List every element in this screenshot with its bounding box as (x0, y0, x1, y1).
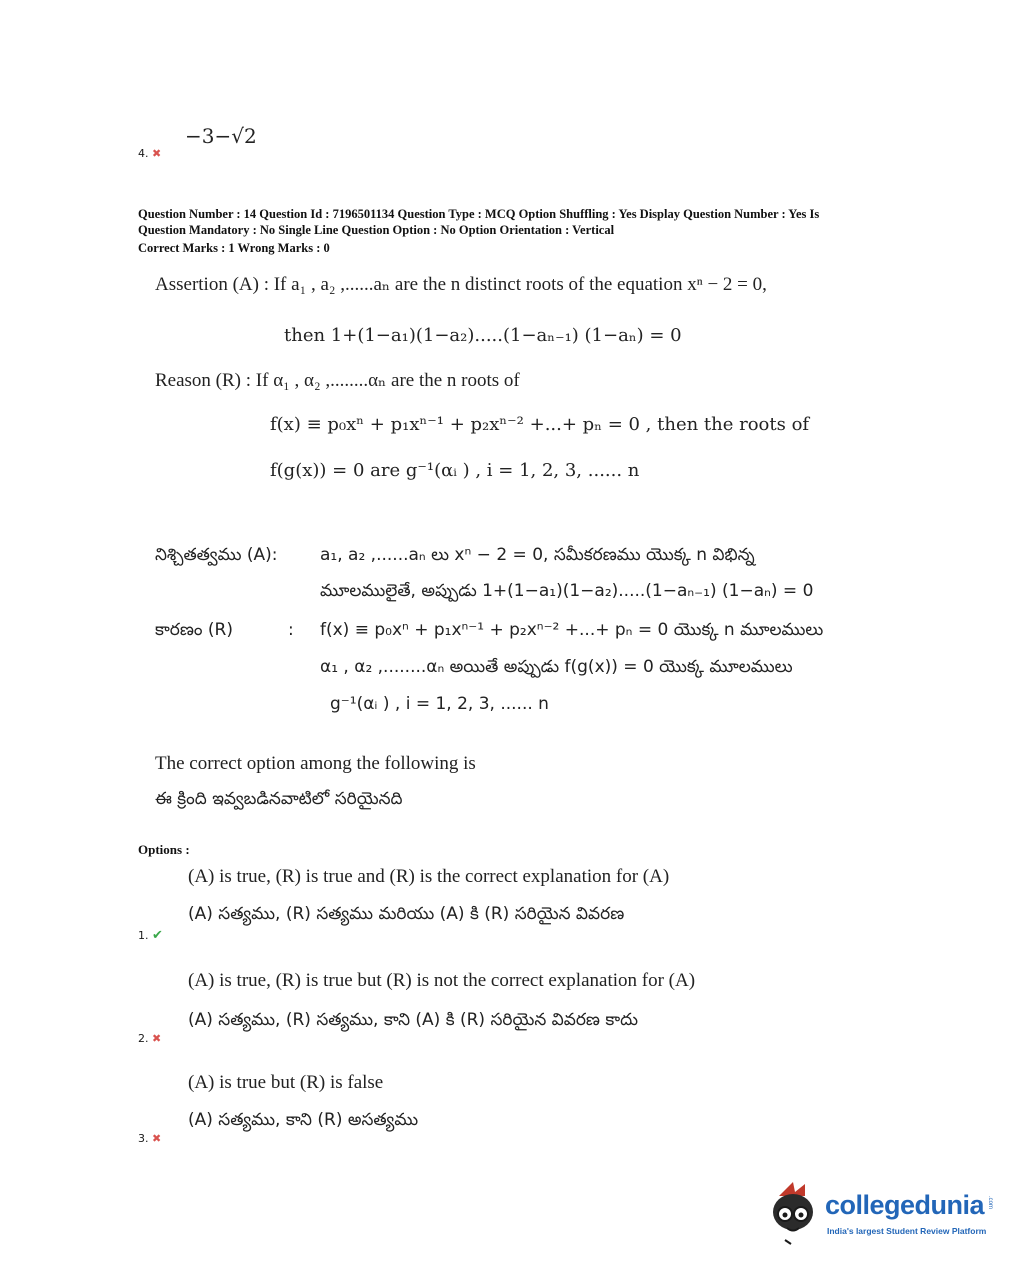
wrong-mark-icon: ✖ (152, 1032, 162, 1045)
option-1-en: (A) is true, (R) is true and (R) is the correct explanation for (A) (188, 866, 670, 887)
assertion-te-line-1: a₁, a₂ ,......aₙ లు xⁿ − 2 = 0, సమీకరణము యొక్క n విభిన్న (320, 545, 755, 565)
options-label: Options : (138, 842, 190, 857)
reason-te-colon: : (288, 620, 294, 640)
prompt-te: ఈ క్రింది ఇవ్వబడినవాటిలో సరియైనది (155, 789, 403, 809)
option-1[interactable] (138, 866, 838, 946)
option-1-te: (A) సత్యము, (R) సత్యము మరియు (A) కి (R) సరియైన వివరణ (188, 904, 625, 924)
reason-en-line-2: f(x) ≡ p₀xⁿ + p₁xⁿ⁻¹ + p₂xⁿ⁻² +...+ pₙ = 0 , then the roots of (270, 414, 810, 435)
prev-option-number: 4. (138, 147, 149, 160)
option-2-te: (A) సత్యము, (R) సత్యము, కాని (A) కి (R) సరియైన వివరణ కాదు (188, 1010, 638, 1030)
option-3-number: 3. (138, 1132, 149, 1145)
option-1-number: 1. (138, 929, 149, 942)
logo-tagline: India's largest Student Review Platform (827, 1226, 987, 1236)
assertion-en-line-1: Assertion (A) : If a₁ , a₂ ,......aₙ are the n distinct roots of the equation xⁿ − 2 = 0, (155, 274, 767, 295)
option-1-marker (138, 928, 163, 943)
prev-option-marker (138, 147, 161, 160)
wrong-mark-icon: ✖ (152, 1132, 162, 1145)
prev-option-value: −3−√2 (185, 124, 257, 148)
question-meta (138, 206, 918, 256)
option-2-en: (A) is true, (R) is true but (R) is not the correct explanation for (A) (188, 970, 696, 991)
option-3[interactable] (138, 1072, 838, 1152)
wrong-mark-icon: ✖ (152, 147, 162, 160)
assertion-en-line-2: then 1+(1−a₁)(1−a₂).....(1−aₙ₋₁) (1−aₙ) = 0 (284, 325, 682, 346)
reason-te-line-2: α₁ , α₂ ,........αₙ అయితే అప్పుడు f(g(x)) = 0 యొక్క మూలములు (320, 657, 793, 677)
option-3-te: (A) సత్యము, కాని (R) అసత్యము (188, 1110, 419, 1130)
option-3-marker (138, 1132, 161, 1145)
logo-suffix: .com (987, 1196, 993, 1210)
reason-en-line-3: f(g(x)) = 0 are g⁻¹(αᵢ ) , i = 1, 2, 3, ...... n (270, 460, 640, 481)
collegedunia-watermark (765, 1178, 1000, 1250)
reason-te-label: కారణం (R) (155, 620, 233, 640)
assertion-te-label: నిశ్చితత్వము (A): (155, 545, 278, 565)
reason-te-line-3: g⁻¹(αᵢ ) , i = 1, 2, 3, ...... n (330, 694, 549, 714)
meta-line-2: Question Mandatory : No Single Line Question Option : No Option Orientation : Vertical (138, 223, 615, 237)
mascot-icon (765, 1178, 823, 1248)
meta-line-3: Correct Marks : 1 Wrong Marks : 0 (138, 241, 330, 255)
option-2-number: 2. (138, 1032, 149, 1045)
meta-line-1: Question Number : 14 Question Id : 7196501134 Question Type : MCQ Option Shuffling : Yes Display Question Number : Yes Is (138, 207, 820, 221)
reason-te-line-1: f(x) ≡ p₀xⁿ + p₁xⁿ⁻¹ + p₂xⁿ⁻² +...+ pₙ = 0 యొక్క n మూలములు (320, 620, 824, 640)
option-2[interactable] (138, 970, 838, 1050)
logo-name: collegedunia (825, 1190, 985, 1220)
prompt-en: The correct option among the following is (155, 753, 476, 774)
reason-en-line-1: Reason (R) : If α₁ , α₂ ,........αₙ are the n roots of (155, 370, 520, 391)
option-3-en: (A) is true but (R) is false (188, 1072, 384, 1093)
assertion-te-line-2: మూలములైతే, అప్పుడు 1+(1−a₁)(1−a₂).....(1−aₙ₋₁) (1−aₙ) = 0 (320, 581, 814, 601)
correct-mark-icon: ✔ (152, 928, 163, 943)
option-2-marker (138, 1032, 161, 1045)
